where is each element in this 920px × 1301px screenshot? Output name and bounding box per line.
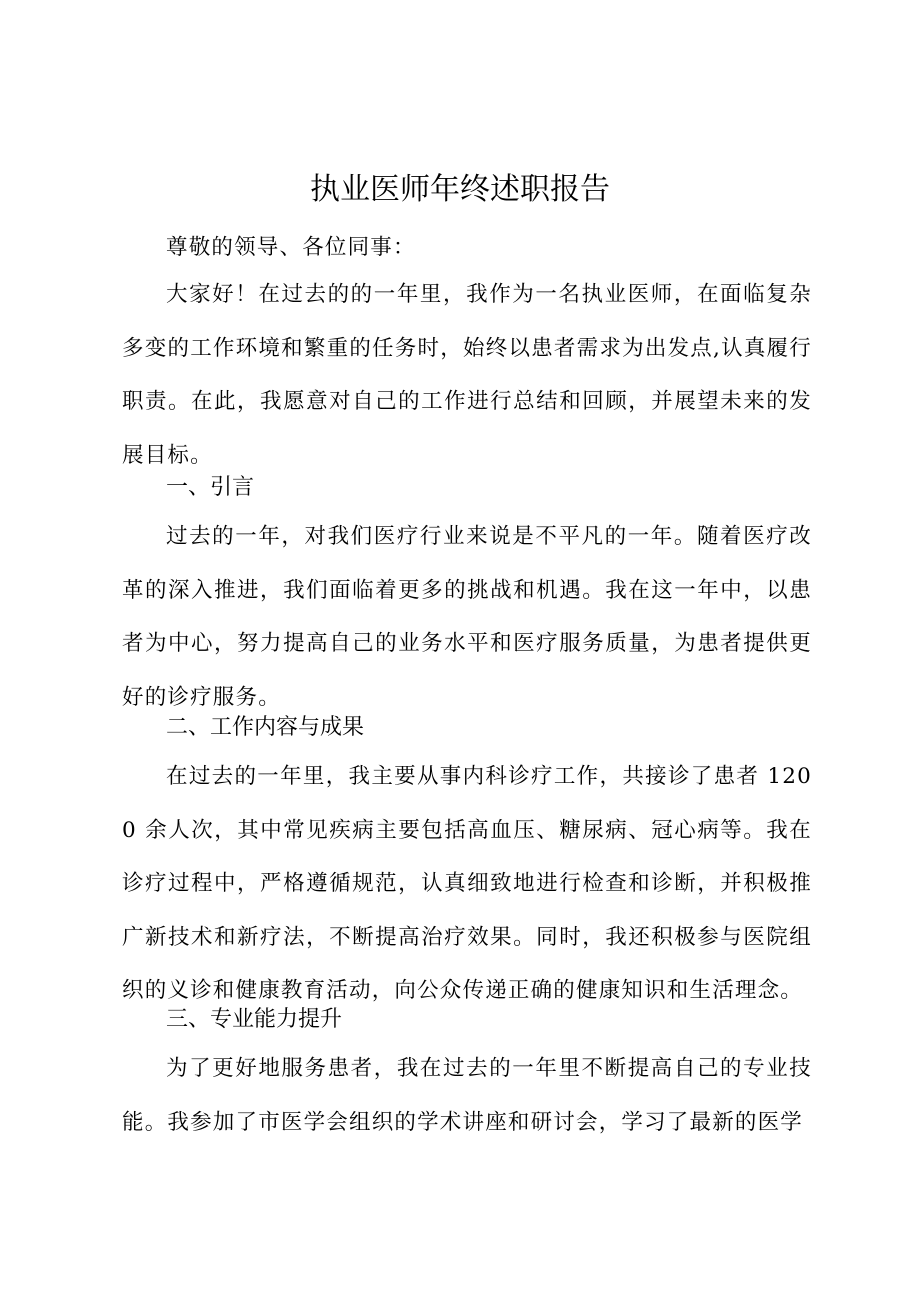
section-paragraph-work-content: 在过去的一年里，我主要从事内科诊疗工作，共接诊了患者 1200 余人次，其中常见疾病主要包括高血压、糖尿病、冠心病等。我在诊疗过程中，严格遵循规范，认真细致地进行检查和诊断，并积极推广新技术和新疗法，不断提高治疗效果。同时，我还积极参与医院组织的义诊和健康教育活动，向公众传递正确的健康知识和生活理念。	[122, 764, 812, 1003]
section-paragraph-professional-ability: 为了更好地服务患者，我在过去的一年里不断提高自己的专业技能。我参加了市医学会组织的学术讲座和研讨会，学习了最新的医学	[122, 1056, 812, 1135]
section-heading-work-content: 二、工作内容与成果	[166, 715, 365, 740]
section-heading-introduction: 一、引言	[166, 475, 255, 500]
salutation: 尊敬的领导、各位同事：	[166, 235, 416, 260]
intro-paragraph: 大家好！在过去的的一年里，我作为一名执业医师，在面临复杂多变的工作环境和繁重的任务时，始终以患者需求为出发点,认真履行职责。在此，我愿意对自己的工作进行总结和回顾，并展望未来的发展目标。	[122, 282, 812, 468]
section-paragraph-introduction: 过去的一年，对我们医疗行业来说是不平凡的一年。随着医疗改革的深入推进，我们面临着更多的挑战和机遇。我在这一年中，以患者为中心，努力提高自己的业务水平和医疗服务质量，为患者提供更好的诊疗服务。	[122, 524, 812, 710]
section-heading-professional-ability: 三、专业能力提升	[166, 1007, 343, 1032]
document-title: 执业医师年终述职报告	[310, 172, 610, 207]
